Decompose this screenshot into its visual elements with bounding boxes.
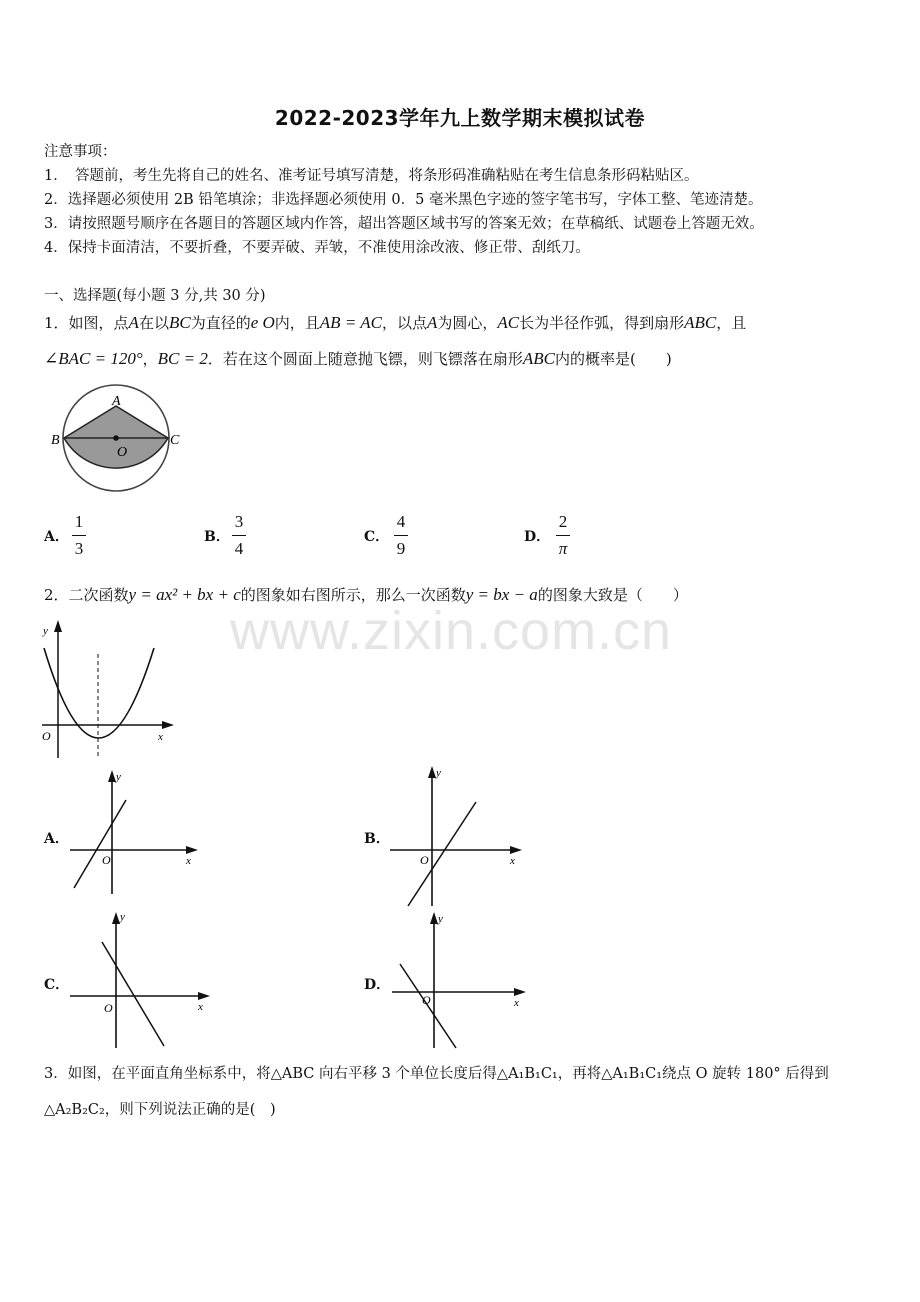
- option-1D-fraction: 2 π: [556, 512, 570, 559]
- option-1C-label[interactable]: C．: [364, 529, 390, 545]
- option-2A-graph[interactable]: [66, 766, 206, 896]
- question-1-line-2: ∠BAC = 120°，BC = 2．若在这个圆面上随意抛飞镖，则飞镖落在扇形ABC内的概率是( ): [44, 349, 672, 368]
- page-title: 2022-2023学年九上数学期末模拟试卷: [274, 106, 646, 130]
- option-2A-label[interactable]: A．: [44, 831, 69, 847]
- notice-item-1: 1． 答题前，考生先将自己的姓名、准考证号填写清楚，将条形码准确粘贴在考生信息条形码粘贴区。: [44, 168, 699, 184]
- label-C: C: [170, 433, 180, 448]
- option-2D-origin-label: O: [422, 993, 431, 1007]
- option-2A-x-label: x: [186, 855, 191, 867]
- option-2D-y-label: y: [438, 913, 443, 925]
- option-2B-x-label: x: [510, 855, 515, 867]
- option-2A-y-label: y: [116, 771, 121, 783]
- option-1D-label[interactable]: D．: [524, 529, 551, 545]
- option-1A-fraction: 1 3: [72, 512, 86, 559]
- option-1A-label[interactable]: A．: [44, 529, 69, 545]
- notice-item-3: 3．请按照题号顺序在各题目的答题区域内作答，超出答题区域书写的答案无效；在草稿纸、试题卷上答题无效。: [44, 216, 764, 232]
- axis-x-label: x: [158, 731, 163, 743]
- option-2C-origin-label: O: [104, 1001, 113, 1015]
- question-1-figure: [48, 384, 198, 496]
- option-1B-fraction: 3 4: [232, 512, 246, 559]
- option-2C-y-label: y: [120, 911, 125, 923]
- question-3-line-2: △A₂B₂C₂，则下列说法正确的是( ): [44, 1102, 276, 1118]
- axis-y-label: y: [43, 625, 48, 637]
- section-heading: 一、选择题(每小题 3 分,共 30 分): [44, 288, 266, 304]
- question-1-line-1: 1．如图，点A在以BC为直径的e O内，且AB = AC，以点A为圆心，AC长为半径作弧，得到扇形ABC，且: [44, 313, 747, 332]
- option-2D-label[interactable]: D．: [364, 977, 391, 993]
- option-2C-label[interactable]: C．: [44, 977, 70, 993]
- notice-item-2: 2．选择题必须使用 2B 铅笔填涂；非选择题必须使用 0．5 毫米黑色字迹的签字笔书写，字体工整、笔迹清楚。: [44, 192, 763, 208]
- label-B: B: [51, 433, 60, 448]
- option-1C-fraction: 4 9: [394, 512, 408, 559]
- option-2A-origin-label: O: [102, 853, 111, 867]
- label-O: O: [117, 445, 128, 460]
- option-1B-label[interactable]: B．: [204, 529, 230, 545]
- question-3-line-1: 3．如图，在平面直角坐标系中，将△ABC 向右平移 3 个单位长度后得△A₁B₁C₁，再将△A₁B₁C₁绕点 O 旋转 180° 后得到: [44, 1066, 829, 1082]
- option-2B-label[interactable]: B．: [364, 831, 390, 847]
- option-2D-graph[interactable]: [388, 908, 532, 1050]
- label-A: A: [112, 394, 121, 409]
- axis-origin-label: O: [42, 729, 51, 743]
- option-2C-x-label: x: [198, 1001, 203, 1013]
- question-2-parabola-graph: [34, 618, 184, 760]
- notice-item-4: 4．保持卡面清洁，不要折叠，不要弄破、弄皱，不准使用涂改液、修正带、刮纸刀。: [44, 240, 590, 256]
- option-2B-y-label: y: [436, 767, 441, 779]
- notice-heading: 注意事项：: [44, 144, 117, 160]
- watermark: www.zixin.com.cn: [230, 601, 673, 661]
- question-2-line: 2．二次函数y = ax² + bx + c的图象如右图所示，那么一次函数y = bx − a的图象大致是（ ）: [44, 585, 688, 604]
- option-2D-x-label: x: [514, 997, 519, 1009]
- option-2C-graph[interactable]: [66, 906, 216, 1050]
- option-2B-graph[interactable]: [386, 762, 530, 908]
- option-2B-origin-label: O: [420, 853, 429, 867]
